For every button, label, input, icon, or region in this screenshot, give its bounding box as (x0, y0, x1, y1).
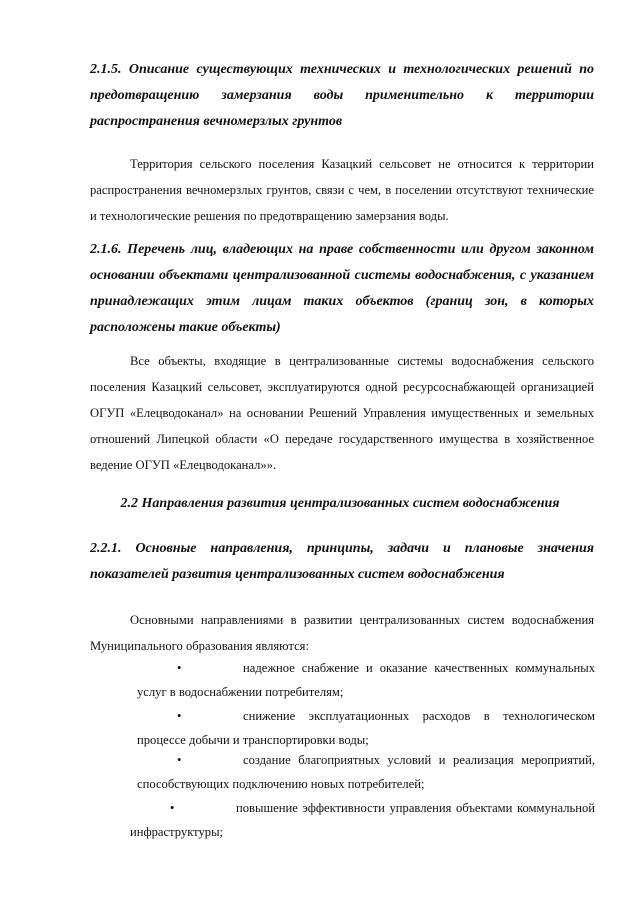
paragraph-2-1-5: Территория сельского поселения Казацкий сельсовет не относится к территории распространения вечномерзлых грунтов, связи с чем, в поселении отсутствуют технические и технологические решения по предотвращению замерзания воды. (90, 157, 594, 223)
list-item-text: создание благоприятных условий и реализация мероприятий, способствующих подключению новых потребителей; (137, 753, 595, 791)
list-item (130, 796, 595, 844)
list-item-text: надежное снабжение и оказание качественных коммунальных услуг в водоснабжении потребителям; (137, 661, 595, 699)
bullet-marker: • (177, 753, 182, 767)
list-item (137, 656, 595, 704)
bullet-marker: • (177, 709, 182, 723)
list-item-text: повышение эффективности управления объектами коммунальной инфраструктуры; (130, 801, 595, 839)
list-item (137, 704, 595, 752)
bullet-marker: • (177, 661, 182, 675)
paragraph-2-1-6: Все объекты, входящие в централизованные системы водоснабжения сельского поселения Казацкий сельсовет, эксплуатируются одной ресурсоснабжающей организацией ОГУП «Елецводоканал» на основании Решений Управления имущественных и земельных отношений Липецкой области «О передаче государственного имущества в хозяйственное ведение ОГУП «Елецводоканал»». (90, 354, 594, 472)
heading-2-1-6: 2.1.6. Перечень лиц, владеющих на праве собственности или другом законном основании объектами централизованной системы водоснабжения, с указанием принадлежащих этим лицам таких объектов (границ зон, в которых расположены такие объекты) (90, 242, 594, 335)
list-item-text: снижение эксплуатационных расходов в технологическом процессе добычи и транспортировки воды; (137, 709, 595, 747)
bullet-marker: • (170, 801, 175, 815)
heading-2-2: 2.2 Направления развития централизованных систем водоснабжения (120, 496, 560, 511)
heading-2-1-5: 2.1.5. Описание существующих технических и технологических решений по предотвращению замерзания воды применительно к территории распространения вечномерзлых грунтов (90, 62, 594, 129)
paragraph-2-2-1: Основными направлениями в развитии централизованных систем водоснабжения Муниципального образования являются: (90, 613, 594, 653)
heading-2-2-1: 2.2.1. Основные направления, принципы, задачи и плановые значения показателей развития централизованных систем водоснабжения (90, 541, 594, 582)
list-item (137, 748, 595, 796)
